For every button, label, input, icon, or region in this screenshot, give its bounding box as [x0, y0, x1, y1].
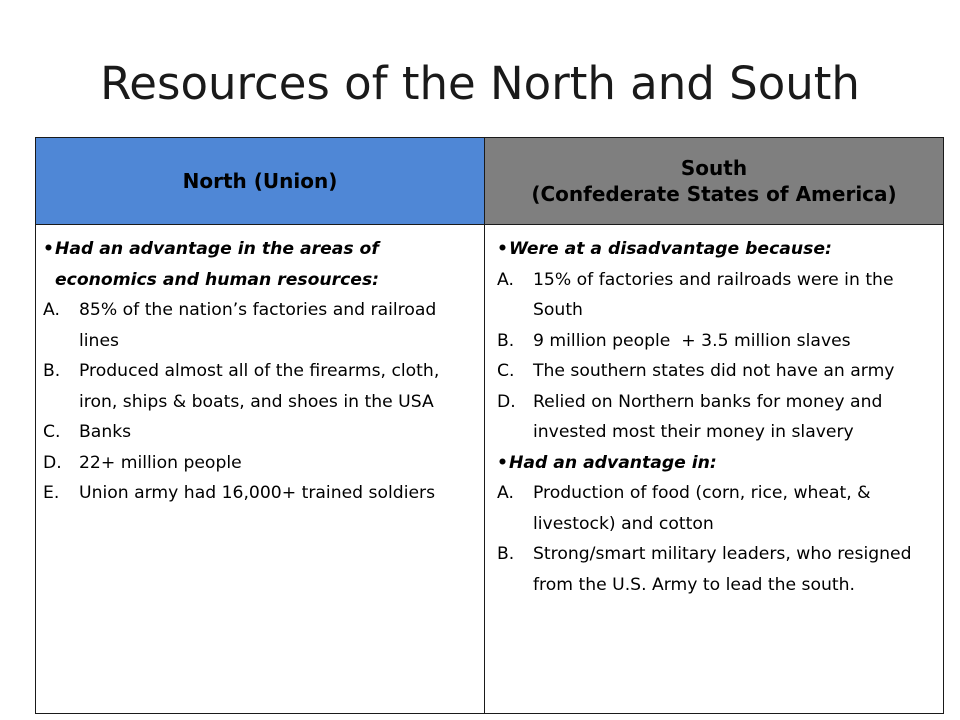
south-cell — [485, 225, 944, 714]
list-item — [497, 478, 937, 539]
list-item — [43, 417, 478, 448]
list-letter: D. — [43, 452, 62, 473]
list-text: Produced almost all of the firearms, cloth, iron, ships & boats, and shoes in the USA — [79, 361, 440, 412]
list-text: The southern states did not have an army — [533, 361, 895, 381]
list-item — [43, 478, 478, 509]
list-item — [497, 356, 937, 387]
list-item — [43, 356, 478, 417]
bullet-dot-icon: • — [497, 239, 508, 259]
list-letter: D. — [497, 391, 516, 412]
south-bullet-text: Had an advantage in: — [509, 452, 717, 473]
south-bullet-disadvantage — [497, 234, 937, 265]
list-text: Banks — [79, 422, 132, 442]
list-letter: A. — [497, 269, 514, 290]
list-letter: A. — [497, 483, 514, 503]
north-bullet — [43, 234, 478, 295]
list-text: Production of food (corn, rice, wheat, & livestock) and cotton — [533, 483, 871, 534]
list-letter: B. — [497, 544, 515, 564]
list-text: 15% of factories and railroads were in the South — [533, 269, 894, 320]
south-bullet-text: Were at a disadvantage because: — [509, 239, 832, 259]
list-text: 22+ million people — [79, 452, 242, 473]
list-item — [43, 448, 478, 479]
list-text: 85% of the nation’s factories and railroad lines — [79, 300, 437, 351]
north-cell — [36, 225, 485, 714]
slide-title: Resources of the North and South — [100, 57, 860, 110]
resources-table — [35, 137, 944, 714]
south-header-line2: (Confederate States of America) — [531, 182, 897, 206]
list-item — [497, 326, 937, 357]
north-header-label: North (Union) — [182, 169, 338, 193]
list-letter: A. — [43, 300, 60, 320]
north-header — [36, 138, 485, 225]
list-letter: C. — [43, 422, 61, 442]
south-header-line1: South — [680, 156, 748, 180]
bullet-dot-icon: • — [497, 452, 508, 473]
south-header — [485, 138, 944, 225]
list-text: Strong/smart military leaders, who resigned from the U.S. Army to lead the south. — [533, 544, 912, 595]
header-row — [36, 138, 944, 225]
list-letter: C. — [497, 361, 515, 381]
list-letter: E. — [43, 483, 60, 503]
list-text: Union army had 16,000+ trained soldiers — [79, 483, 436, 503]
list-letter: B. — [497, 330, 515, 351]
list-item — [497, 539, 937, 600]
list-text: Relied on Northern banks for money and invested most their money in slavery — [533, 391, 883, 442]
bullet-dot-icon: • — [43, 239, 54, 259]
content-row — [36, 225, 944, 714]
north-bullet-text: Had an advantage in the areas of economics and human resources: — [55, 239, 380, 290]
list-letter: B. — [43, 361, 61, 381]
list-item — [497, 265, 937, 326]
south-bullet-advantage — [497, 448, 937, 479]
list-item — [497, 387, 937, 448]
list-text: 9 million people + 3.5 million slaves — [533, 330, 851, 351]
list-item — [43, 295, 478, 356]
